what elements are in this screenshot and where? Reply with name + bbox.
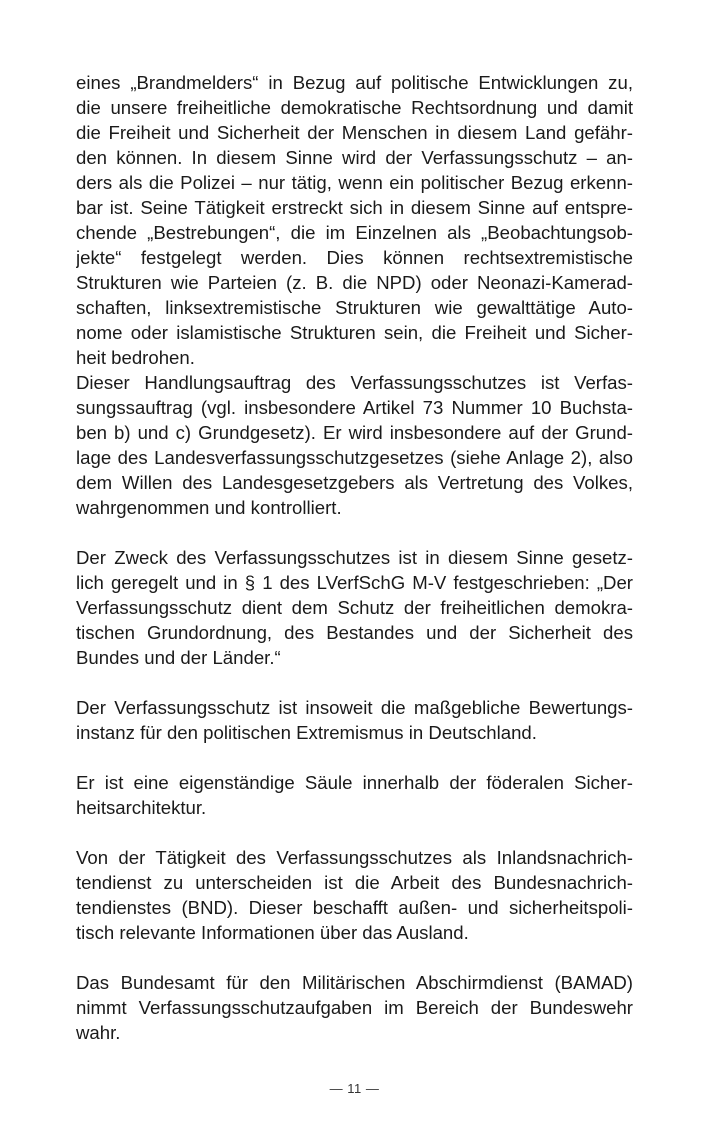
text-line: ben b) und c) Grundgesetz). Er wird insbesondere auf der Grund- (76, 422, 633, 443)
text-line: nome oder islamistische Strukturen sein, die Freiheit und Sicher- (76, 322, 633, 343)
text-line: Von der Tätigkeit des Verfassungsschutzes als Inlandsnachrich- (76, 847, 633, 868)
paragraph-handlungsauftrag (76, 370, 633, 520)
text-line: tisch relevante Informationen über das Ausland. (76, 922, 469, 943)
text-line: jekte“ festgelegt werden. Dies können rechtsextremistische (76, 247, 633, 268)
text-line: instanz für den politischen Extremismus in Deutschland. (76, 722, 537, 743)
text-line: heit bedrohen. (76, 347, 195, 368)
paragraph-zweck (76, 545, 633, 670)
paragraph-gap (76, 945, 633, 970)
text-line: Er ist eine eigenständige Säule innerhalb der föderalen Sicher- (76, 772, 633, 793)
text-line: chende „Bestrebungen“, die im Einzelnen als „Beobachtungsob- (76, 222, 633, 243)
text-line: Der Verfassungsschutz ist insoweit die maßgebliche Bewertungs- (76, 697, 633, 718)
text-line: bar ist. Seine Tätigkeit erstreckt sich in diesem Sinne auf entspre- (76, 197, 633, 218)
text-line: heitsarchitektur. (76, 797, 207, 818)
text-line: die unsere freiheitliche demokratische Rechtsordnung und damit (76, 97, 633, 118)
page-body (76, 70, 633, 1045)
text-line: ders als die Polizei – nur tätig, wenn ein politischer Bezug erkenn- (76, 172, 633, 193)
paragraph-saeule (76, 770, 633, 820)
text-line: den können. In diesem Sinne wird der Verfassungsschutz – an- (76, 147, 633, 168)
text-line: Dieser Handlungsauftrag des Verfassungsschutzes ist Verfas- (76, 372, 633, 393)
text-line: sungssauftrag (vgl. insbesondere Artikel 73 Nummer 10 Buchsta- (76, 397, 633, 418)
text-line: dem Willen des Landesgesetzgebers als Vertretung des Volkes, (76, 472, 633, 493)
paragraph-bewertungsinstanz (76, 695, 633, 745)
text-line: die Freiheit und Sicherheit der Menschen in diesem Land gefähr- (76, 122, 633, 143)
text-line: Der Zweck des Verfassungsschutzes ist in diesem Sinne gesetz- (76, 547, 633, 568)
paragraph-gap (76, 670, 633, 695)
paragraph-gap (76, 745, 633, 770)
text-line: lich geregelt und in § 1 des LVerfSchG M-V festgeschrieben: „Der (76, 572, 633, 593)
paragraph-bnd (76, 845, 633, 945)
text-line: Bundes und der Länder.“ (76, 647, 281, 668)
text-line: tendienstes (BND). Dieser beschafft außen- und sicherheitspoli- (76, 897, 633, 918)
text-line: Verfassungsschutz dient dem Schutz der freiheitlichen demokra- (76, 597, 633, 618)
text-line: tendienst zu unterscheiden ist die Arbeit des Bundesnachrich- (76, 872, 633, 893)
text-line: wahr. (76, 1022, 121, 1043)
text-line: eines „Brandmelders“ in Bezug auf politische Entwicklungen zu, (76, 72, 633, 93)
page-number: — 11 — (329, 1081, 380, 1096)
text-line: nimmt Verfassungsschutzaufgaben im Bereich der Bundeswehr (76, 997, 633, 1018)
text-line: schaften, linksextremistische Strukturen wie gewalttätige Auto- (76, 297, 633, 318)
text-line: Strukturen wie Parteien (z. B. die NPD) oder Neonazi-Kamerad- (76, 272, 633, 293)
paragraph-gap (76, 520, 633, 545)
text-line: lage des Landesverfassungsschutzgesetzes (siehe Anlage 2), also (76, 447, 633, 468)
text-line: tischen Grundordnung, des Bestandes und der Sicherheit des (76, 622, 633, 643)
paragraph-gap (76, 820, 633, 845)
text-line: Das Bundesamt für den Militärischen Abschirmdienst (BAMAD) (76, 972, 633, 993)
paragraph-bamad (76, 970, 633, 1045)
text-line: wahrgenommen und kontrolliert. (76, 497, 342, 518)
paragraph-brandmelder (76, 70, 633, 370)
